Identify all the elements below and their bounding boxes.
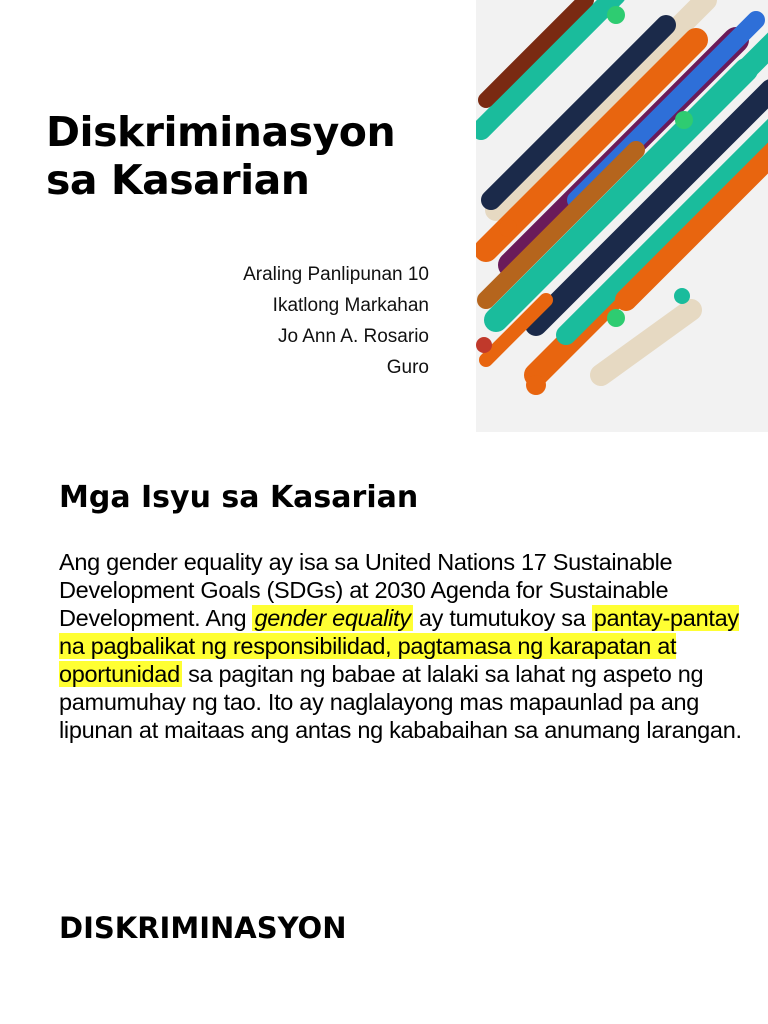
subject-label: Araling Panlipunan 10 bbox=[243, 264, 429, 285]
title-line-2: sa Kasarian bbox=[46, 156, 310, 204]
title-line-1: Diskriminasyon bbox=[46, 108, 396, 156]
paragraph-text: ay tumutukoy sa bbox=[412, 605, 592, 631]
slide-title bbox=[46, 108, 466, 204]
paragraph-text: Ang gender equality ay isa sa United Nations 17 Sustainable Development Goals (SDGs) at 2030 Agenda for Sustainable Development. Ang bbox=[59, 549, 673, 631]
paragraph-text: sa pagitan ng babae at lalaki sa lahat ng aspeto ng pamumuhay ng tao. Ito ay naglalayong mas mapaunlad pa ang lipunan at maitaas ang antas ng kababaihan sa anumang larangan. bbox=[59, 661, 742, 743]
author-role: Guro bbox=[386, 357, 429, 378]
next-section-heading: DISKRIMINASYON bbox=[59, 911, 347, 945]
section-heading: Mga Isyu sa Kasarian bbox=[59, 480, 419, 515]
content-slide bbox=[0, 448, 768, 1024]
dot bbox=[526, 375, 546, 395]
slide-subtitle-block bbox=[243, 259, 429, 383]
dot bbox=[476, 337, 492, 353]
title-slide bbox=[0, 0, 768, 432]
dot bbox=[674, 288, 690, 304]
highlighted-term: gender equality bbox=[254, 605, 411, 631]
dot bbox=[607, 309, 625, 327]
dot bbox=[499, 219, 517, 237]
diagonal-stripes-graphic bbox=[476, 0, 768, 432]
dot bbox=[607, 6, 625, 24]
dot bbox=[675, 111, 693, 129]
decorative-stripes-image bbox=[476, 0, 768, 432]
highlighted-definition: pantay-pantay na pagbalikat ng responsibilidad, pagtamasa ng karapatan at oportunidad bbox=[59, 605, 739, 687]
body-paragraph bbox=[59, 548, 749, 744]
quarter-label: Ikatlong Markahan bbox=[272, 295, 429, 316]
author-name: Jo Ann A. Rosario bbox=[277, 326, 429, 347]
